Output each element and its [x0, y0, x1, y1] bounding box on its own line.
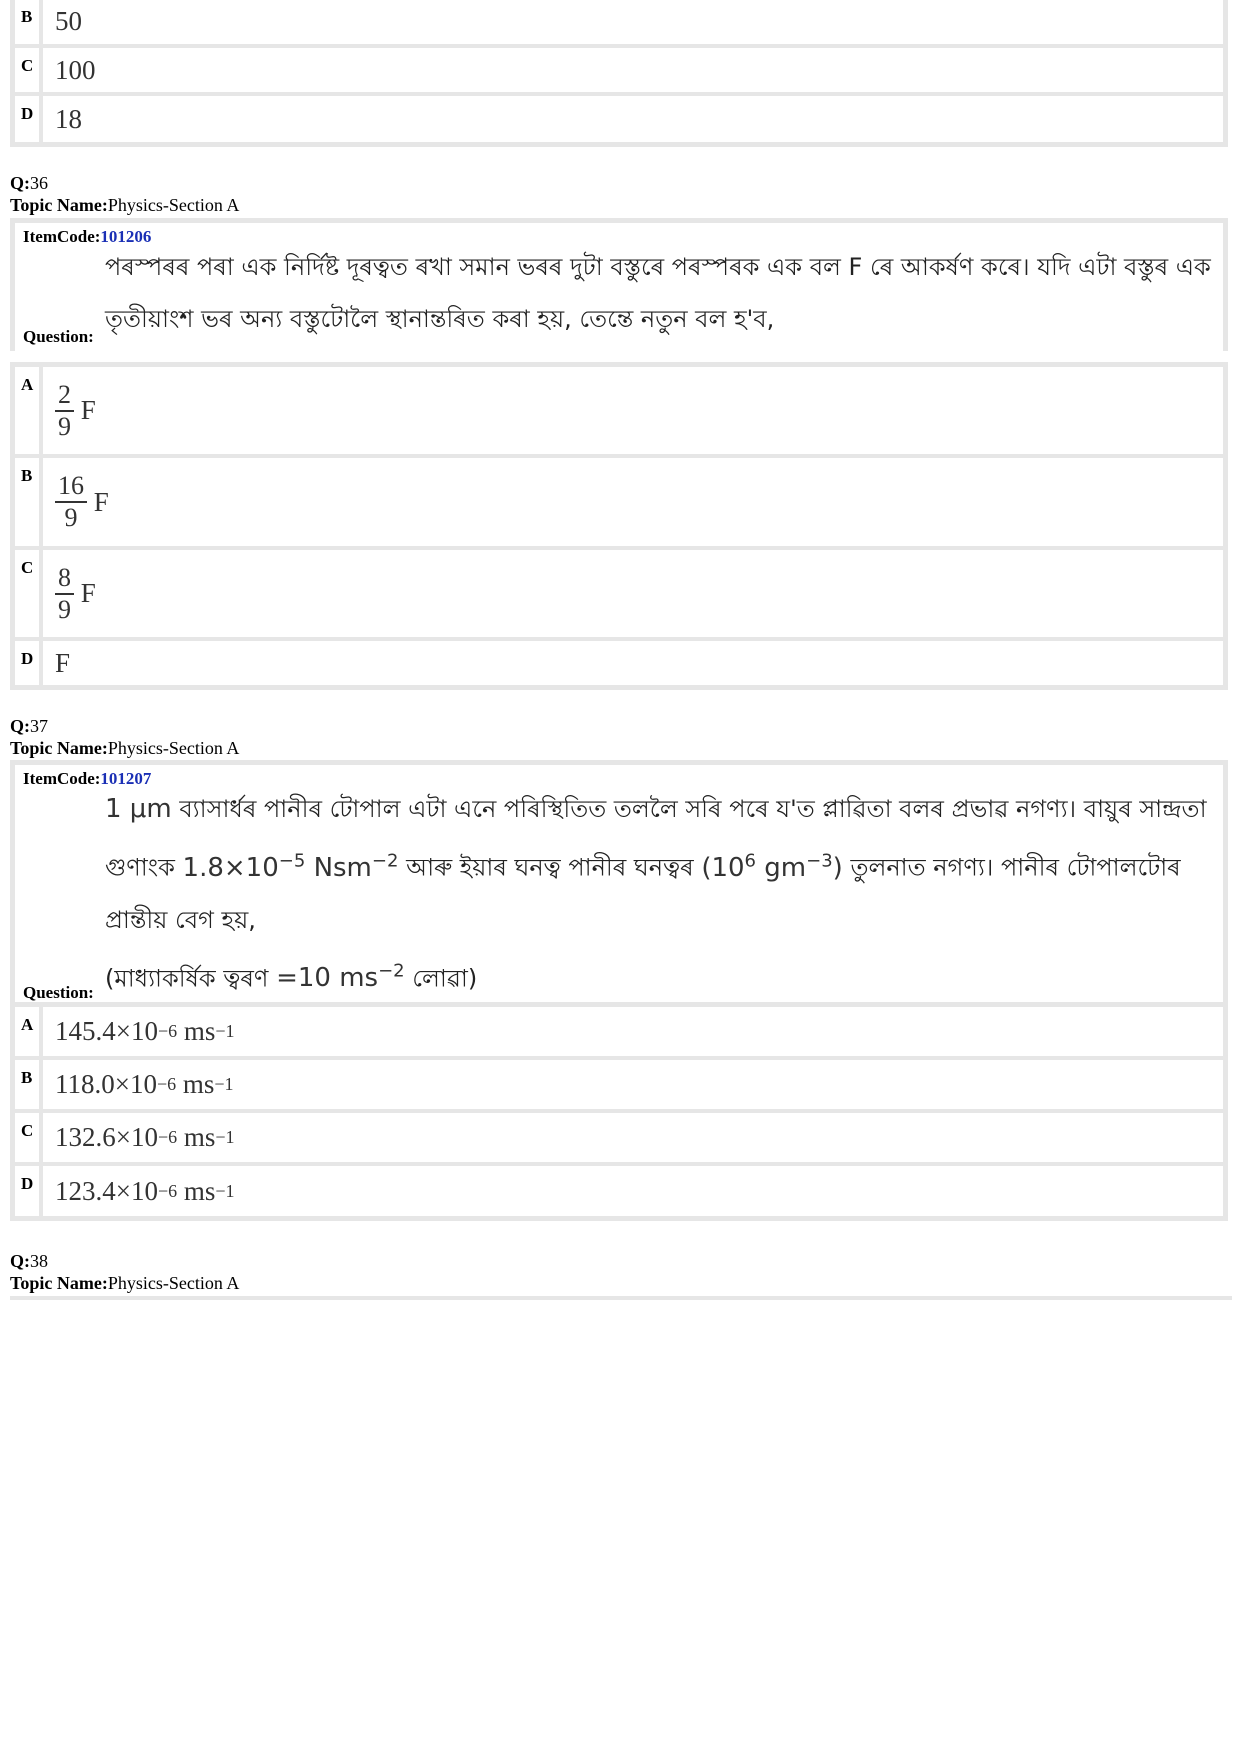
question-label: Question: — [23, 327, 94, 346]
itemcode-value: 101207 — [100, 769, 152, 788]
option-letter: D — [15, 96, 43, 142]
topic-label: Topic Name: — [10, 195, 108, 215]
option-letter: C — [15, 48, 43, 92]
q37-header — [10, 715, 239, 759]
topic-name: Physics-Section A — [107, 738, 240, 758]
option-row-c — [15, 550, 1223, 641]
option-value: $\frac{8}{9}$ F — [43, 550, 1223, 637]
topic-label: Topic Name: — [10, 1273, 108, 1293]
option-value: 18 — [55, 103, 82, 134]
option-row-d — [15, 641, 1223, 685]
option-letter: D — [15, 1166, 43, 1216]
option-value: $\frac{2}{9}$ F — [43, 367, 1223, 454]
question-line: (মাধ্যাকৰ্ষিক ত্বৰণ =10 $ms^{-2}$ লোৱা) — [105, 960, 478, 994]
topic-name: Physics-Section A — [107, 195, 240, 215]
itemcode-label: ItemCode: — [23, 227, 101, 246]
question-number-label: Q: — [10, 1251, 30, 1271]
option-row-a — [15, 367, 1223, 458]
question-line: তৃতীয়াংশ ভৰ অন্য বস্তুটোলৈ স্থানান্তৰিত কৰা হয়, তেন্তে নতুন বল হ'ব, — [105, 305, 775, 333]
topic-name: Physics-Section A — [107, 1273, 240, 1293]
question-text — [15, 241, 1223, 351]
option-row-a — [15, 1007, 1223, 1060]
question-number: 36 — [30, 173, 48, 193]
question-line: গুণাংক $1.8\times 10^{-5}$ Nsm$^{-2}$ আৰু ইয়াৰ ঘনত্ব পানীৰ ঘনত্বৰ ($10^6$ $gm^{-3}$) তুলনাত নগণ্য। পানীৰ টোপালটোৰ — [105, 850, 1181, 883]
option-letter: A — [15, 1007, 43, 1056]
option-row-d — [15, 1166, 1223, 1216]
q37-options-table — [10, 1002, 1228, 1221]
option-value: 132.6×10 −6 ms −1 — [55, 1122, 235, 1152]
fraction: $\frac{16}{9}$ — [55, 471, 87, 533]
option-row-b — [15, 458, 1223, 550]
divider — [10, 1296, 1232, 1300]
option-letter: A — [15, 367, 43, 454]
question-line: প্ৰান্তীয় বেগ হয়, — [105, 905, 256, 934]
option-value: F — [55, 647, 71, 678]
fraction: $\frac{8}{9}$ — [55, 563, 74, 625]
topic-label: Topic Name: — [10, 738, 108, 758]
option-letter: B — [15, 458, 43, 546]
option-value: $\frac{16}{9}$ F — [43, 458, 1223, 546]
option-value: 118.0×10 −6 ms −1 — [55, 1069, 234, 1099]
option-row-b — [15, 0, 1223, 48]
q38-header — [10, 1250, 239, 1294]
q35-options-table — [10, 0, 1228, 147]
option-value: 100 — [55, 54, 96, 85]
option-letter: C — [15, 1113, 43, 1162]
option-row-d — [15, 96, 1223, 142]
fraction: $\frac{2}{9}$ — [55, 380, 74, 442]
option-row-c — [15, 48, 1223, 96]
option-value: 145.4×10 −6 ms −1 — [55, 1016, 235, 1046]
itemcode-label: ItemCode: — [23, 769, 101, 788]
question-number: 38 — [30, 1251, 48, 1271]
question-text — [15, 783, 1223, 1009]
question-line: পৰস্পৰৰ পৰা এক নিৰ্দিষ্ট দূৰত্বত ৰখা সমান ভৰৰ দুটা বস্তুৰে পৰস্পৰক এক বল F ৰে আকৰ্ষণ কৰে। যদি এটা বস্তুৰ এক — [105, 253, 1211, 281]
question-label: Question: — [23, 983, 94, 1002]
option-value: 123.4×10 −6 ms −1 — [55, 1175, 235, 1206]
q36-header — [10, 172, 239, 216]
option-letter: B — [15, 0, 43, 44]
option-row-b — [15, 1060, 1223, 1113]
option-letter: C — [15, 550, 43, 637]
option-letter: D — [15, 641, 43, 685]
option-row-c — [15, 1113, 1223, 1166]
option-letter: B — [15, 1060, 43, 1109]
q36-question-box — [10, 218, 1228, 351]
itemcode-value: 101206 — [100, 227, 152, 246]
question-number-label: Q: — [10, 173, 30, 193]
q36-options-table — [10, 362, 1228, 690]
question-number: 37 — [30, 716, 48, 736]
q37-question-box — [10, 760, 1228, 1009]
option-value: 50 — [55, 6, 82, 36]
question-line: 1 μm ব্যাসাৰ্ধৰ পানীৰ টোপাল এটা এনে পৰিস্থিতিত তললৈ সৰি পৰে য'ত প্লাৱিতা বলৰ প্ৰভাৱ নগণ্য। বায়ুৰ সান্দ্ৰতা — [105, 794, 1207, 824]
question-number-label: Q: — [10, 716, 30, 736]
